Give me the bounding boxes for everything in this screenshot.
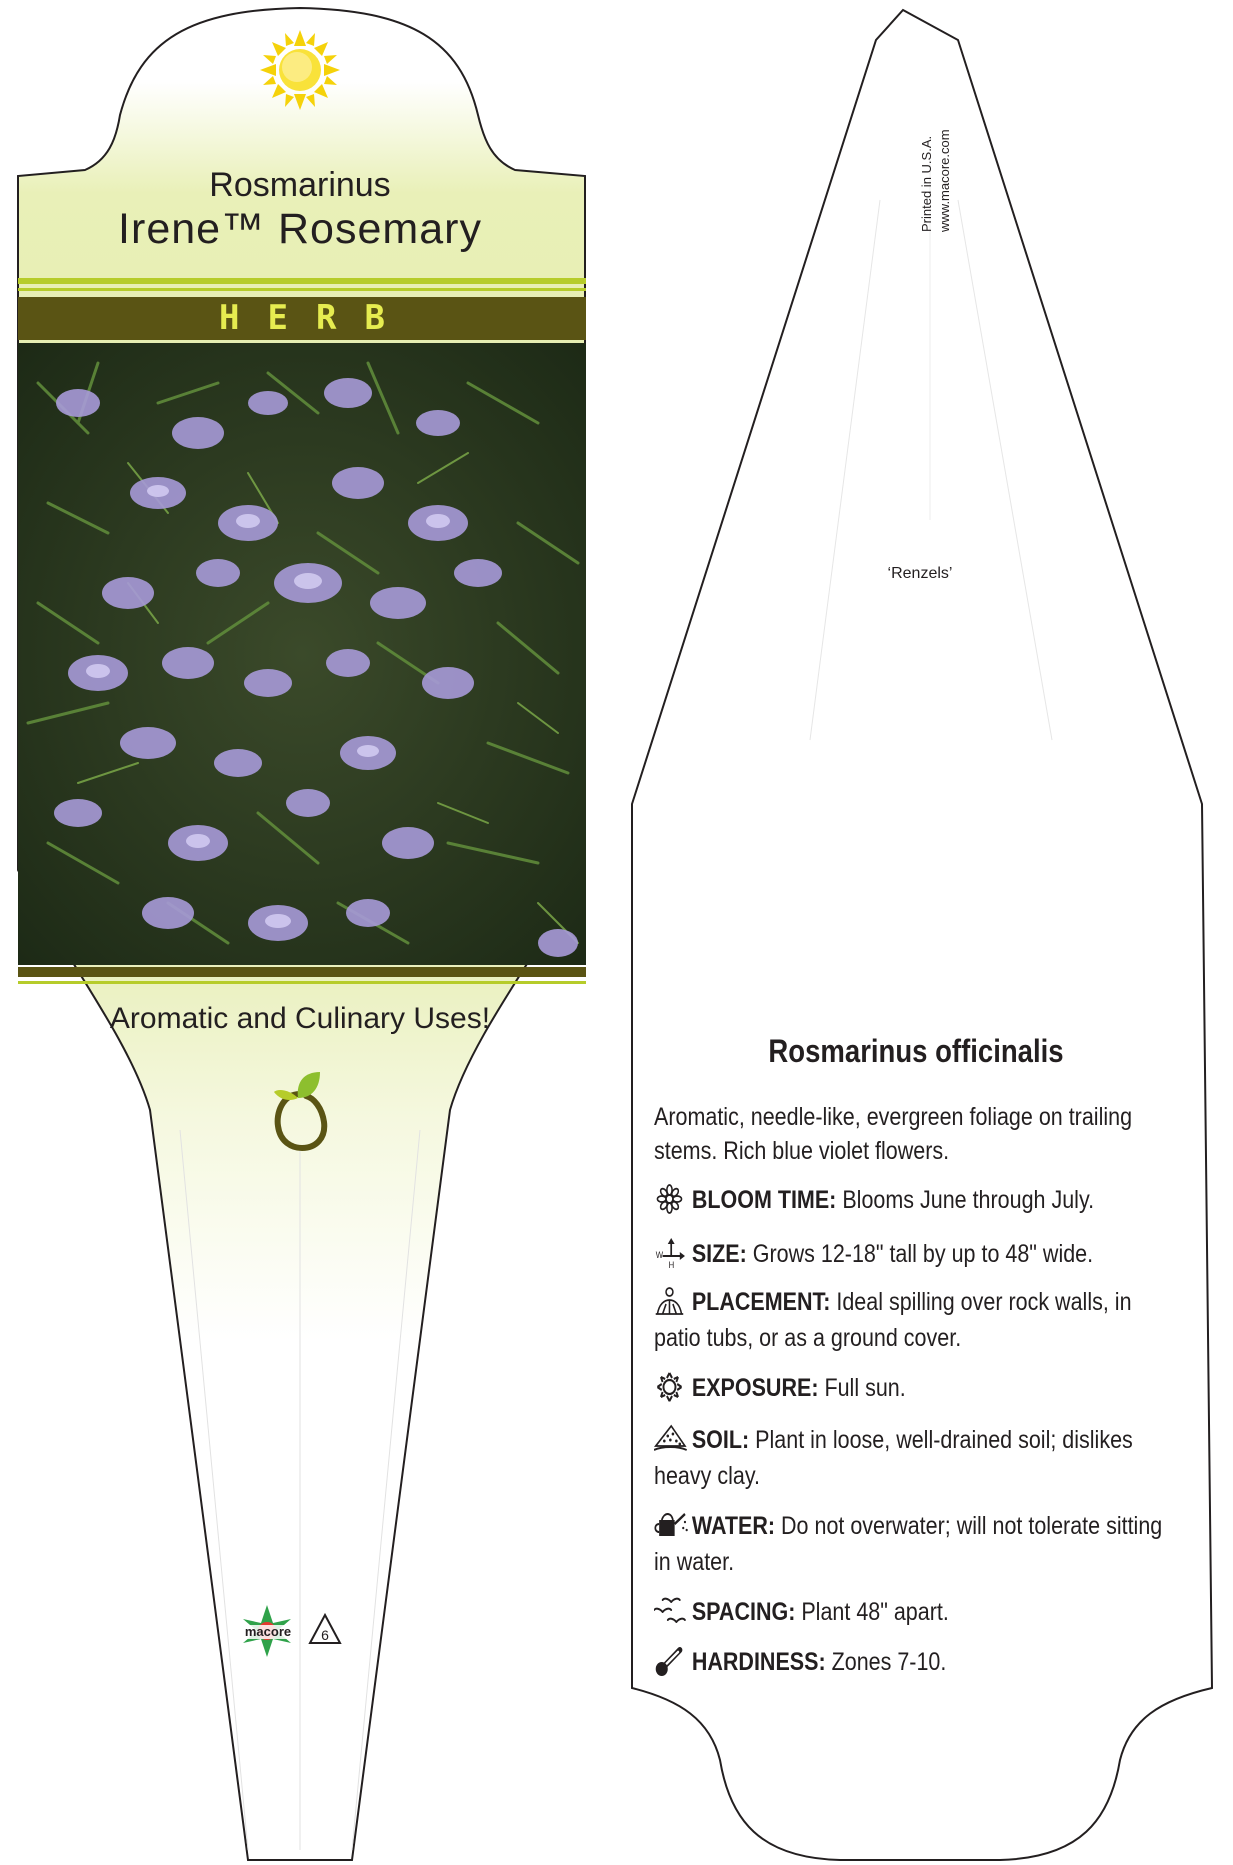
- attr-label: SPACING:: [691, 1598, 796, 1626]
- attr-label: SIZE:: [691, 1240, 747, 1268]
- category-band: HERB: [18, 297, 586, 340]
- brand-text: macore: [244, 1624, 292, 1639]
- plant-name: Irene™ Rosemary: [118, 205, 482, 253]
- attribute-exposure: [654, 1370, 1170, 1406]
- size-icon: [654, 1238, 688, 1268]
- attr-text: Zones 7-10.: [831, 1648, 947, 1676]
- watering-can-icon: [654, 1510, 688, 1540]
- attribute-soil: [654, 1422, 1170, 1494]
- sun-outline-icon: [654, 1372, 688, 1402]
- macore-logo: [240, 1603, 360, 1659]
- botanical-name: Rosmarinus officinalis: [768, 1033, 1064, 1069]
- attr-text: Blooms June through July.: [842, 1186, 1095, 1214]
- cultivar-name: ‘Renzels’: [887, 565, 953, 582]
- tagline: Aromatic and Culinary Uses!: [109, 1002, 491, 1035]
- attribute-spacing: [654, 1594, 1170, 1630]
- soil-icon: [654, 1424, 688, 1454]
- attr-text: Plant 48" apart.: [801, 1598, 949, 1626]
- divider-stripe: [18, 981, 586, 984]
- divider-stripe: [18, 967, 586, 977]
- attr-text: Grows 12-18" tall by up to 48" wide.: [752, 1240, 1094, 1268]
- attr-text: Plant in loose, well-drained soil; dislikes heavy clay.: [654, 1426, 1133, 1490]
- printed-in-text: Printed in U.S.A.: [919, 135, 934, 232]
- divider-stripe: [18, 288, 586, 291]
- attribute-water: [654, 1508, 1170, 1580]
- attribute-hardiness: [654, 1644, 1170, 1680]
- placement-icon: [654, 1286, 688, 1316]
- recycle-icon: [310, 1615, 340, 1643]
- divider-stripe: [18, 278, 586, 284]
- plant-description: Aromatic, needle-like, evergreen foliage on trailing stems. Rich blue violet flowers.: [654, 1103, 1133, 1165]
- back-tag-outline: [620, 0, 1233, 1865]
- attr-label: PLACEMENT:: [691, 1288, 831, 1316]
- sun-icon: [260, 30, 340, 110]
- attribute-size: [654, 1236, 1170, 1272]
- attr-label: BLOOM TIME:: [691, 1186, 837, 1214]
- flower-icon: [654, 1184, 688, 1214]
- svg-text:H: H: [668, 1259, 675, 1268]
- attr-text: Full sun.: [824, 1374, 906, 1402]
- sprout-icon: [268, 1068, 332, 1152]
- attribute-bloom-time: [654, 1182, 1170, 1218]
- attr-text: Ideal spilling over rock walls, in patio tubs, or as a ground cover.: [654, 1288, 1132, 1352]
- thermometer-icon: [654, 1646, 688, 1676]
- attr-text: Do not overwater; will not tolerate sitting in water.: [654, 1512, 1163, 1576]
- website-text: www.macore.com: [937, 129, 952, 232]
- plant-genus: Rosmarinus: [209, 166, 391, 204]
- attr-label: SOIL:: [691, 1426, 750, 1454]
- attr-label: HARDINESS:: [691, 1648, 826, 1676]
- attr-label: EXPOSURE:: [691, 1374, 819, 1402]
- recycle-code: 6: [321, 1627, 329, 1643]
- attr-label: WATER:: [691, 1512, 776, 1540]
- spacing-icon: [654, 1596, 688, 1626]
- attribute-placement: [654, 1284, 1170, 1356]
- plant-photo: [18, 343, 586, 965]
- svg-text:W: W: [655, 1249, 664, 1261]
